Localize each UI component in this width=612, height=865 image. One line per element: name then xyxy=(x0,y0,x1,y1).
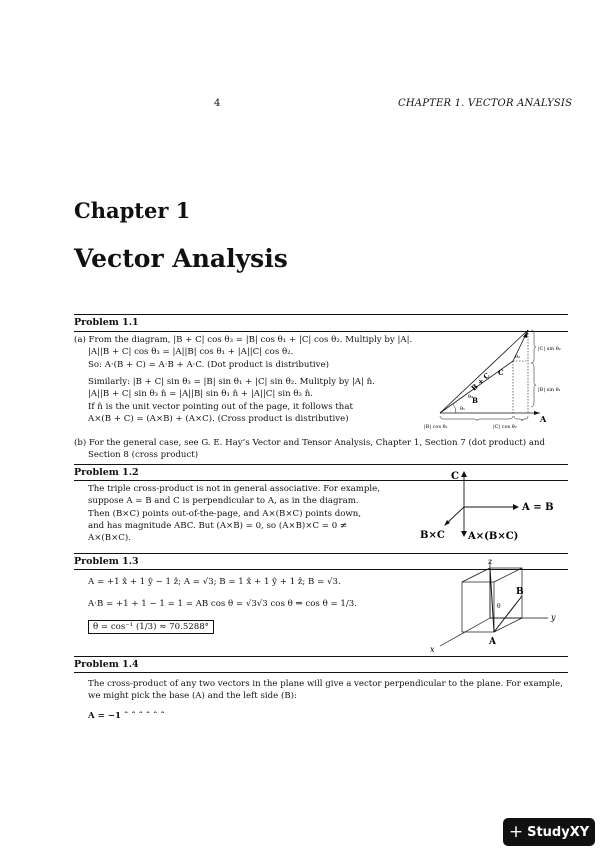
text-line: A×(B + C) = (A×B) + (A×C). (Cross product is distributive) xyxy=(88,413,349,424)
axis-label-z: z xyxy=(488,557,493,566)
text-line: suppose A = B and C is perpendicular to A, as in the diagram. xyxy=(88,496,359,507)
label-theta3: θ₃ xyxy=(468,394,474,400)
problem-1-1-part-b xyxy=(74,437,545,462)
boxed-result: θ = cos⁻¹ (1/3) ≈ 70.5288° xyxy=(88,620,214,634)
problem-top-rule xyxy=(74,314,568,315)
problem-1-4-title: Problem 1.4 xyxy=(74,659,139,670)
arrowhead xyxy=(461,471,467,477)
label-b: B xyxy=(516,587,524,597)
chapter-title: Vector Analysis xyxy=(74,244,288,273)
label-c: C xyxy=(451,471,459,482)
vector-a-arrow xyxy=(490,568,494,632)
problem-1-1-similarly xyxy=(88,376,375,425)
label-a-cross-bxc: A×(B×C) xyxy=(468,531,519,542)
label-c-cos-theta2: |C| cos θ₂ xyxy=(493,424,517,430)
vector-b-cross-c-arrow xyxy=(446,507,464,524)
page-number: 4 xyxy=(214,98,221,109)
text-line: Similarly: |B + C| sin θ₃ = |B| sin θ₁ + |C| sin θ₂. Mulitply by |A| n̂. xyxy=(88,377,375,387)
problem-1-4-line-2: we might pick the base (A) and the left side (B): xyxy=(88,691,297,701)
text-line: Section 8 (cross product) xyxy=(88,450,199,461)
label-b: B xyxy=(472,396,478,405)
brace xyxy=(531,363,536,407)
text-line: So: A·(B + C) = A·B + A·C. (Dot product is distributive) xyxy=(88,359,329,370)
angle-arc xyxy=(453,404,456,413)
text-line: |A||B + C| sin θ₃ n̂ = |A||B| sin θ₁ n̂ + |A||C| sin θ₂ n̂. xyxy=(88,389,313,400)
brace xyxy=(531,330,536,363)
cube-edge xyxy=(462,568,490,582)
label-a: A xyxy=(540,414,547,424)
studyxy-logo[interactable] xyxy=(503,818,595,846)
problem-1-3-line-2: A·B = +1 + 1 − 1 = 1 = AB cos θ = √3√3 cos θ ⇒ cos θ = 1/3. xyxy=(88,599,357,609)
problem-1-3-title: Problem 1.3 xyxy=(74,556,139,567)
problem-rule xyxy=(74,672,568,673)
cube-edge xyxy=(494,568,522,582)
problem-1-4-line-1: The cross-product of any two vectors in the plane will give a vector perpendicular to the plane. For example, xyxy=(88,679,563,689)
brace xyxy=(440,416,513,421)
logo-xy-text: XY xyxy=(569,824,590,840)
cube-diagram xyxy=(418,556,570,656)
label-c-sin-theta2: |C| sin θ₂ xyxy=(538,346,561,352)
problem-1-1-title: Problem 1.1 xyxy=(74,317,139,328)
problem-1-2-title: Problem 1.2 xyxy=(74,467,139,478)
text-line: (b) For the general case, see G. E. Hay’s Vector and Tensor Analysis, Chapter 1, Section 7 (dot product) and xyxy=(74,438,545,448)
cube-edge xyxy=(494,618,522,632)
label-theta: θ xyxy=(497,603,501,610)
label-a: A xyxy=(489,637,496,647)
label-c: C xyxy=(498,368,504,377)
text-line: and has magnitude ABC. But (A×B) = 0, so (A×B)×C = 0 ≠ xyxy=(88,520,348,531)
text-line: The triple cross-product is not in general associative. For example, xyxy=(88,484,381,494)
vector-b-arrow xyxy=(494,596,522,632)
label-b-cross-c: B×C xyxy=(420,530,445,541)
brace xyxy=(514,416,528,421)
label-b-cos-theta1: |B| cos θ₁ xyxy=(424,424,448,430)
problem-top-rule xyxy=(74,553,568,554)
label-b-sin-theta1: |B| sin θ₁ xyxy=(538,387,561,393)
axis-label-x: x xyxy=(430,645,435,654)
text-line: If n̂ is the unit vector pointing out of the page, it follows that xyxy=(88,401,353,412)
label-theta1: θ₁ xyxy=(460,406,466,412)
plus-icon: + xyxy=(508,822,524,842)
axis-label-y: y xyxy=(551,613,556,622)
label-a-eq-b: A = B xyxy=(522,502,554,513)
problem-1-1-part-a xyxy=(74,334,412,371)
vector-sum-diagram xyxy=(418,318,570,436)
label-b-plus-c: B + C xyxy=(469,370,492,393)
problem-1-2-text xyxy=(88,483,380,544)
running-title: CHAPTER 1. VECTOR ANALYSIS xyxy=(398,98,573,109)
problem-top-rule xyxy=(74,656,568,657)
triple-cross-diagram xyxy=(418,464,570,550)
arrowhead xyxy=(513,504,519,510)
arrowhead xyxy=(461,531,467,537)
text-line: A×(B×C). xyxy=(88,533,131,544)
problem-1-4-line-3: A = −1 ˆ ˆ ˆ ˆ ˆ ˆ xyxy=(88,711,165,721)
logo-study-text: Study xyxy=(527,824,570,840)
text-line: |A||B + C| cos θ₃ = |A||B| cos θ₁ + |A||C| cos θ₂. xyxy=(88,347,294,358)
text-line: (a) From the diagram, |B + C| cos θ₃ = |B| cos θ₁ + |C| cos θ₂. Multiply by |A|. xyxy=(74,335,413,345)
text-line: Then (B×C) points out-of-the-page, and A×(B×C) points down, xyxy=(88,508,362,519)
chapter-label: Chapter 1 xyxy=(74,198,191,223)
problem-1-3-line-1: A = +1 x̂ + 1 ŷ − 1 ẑ; A = √3; B = 1 x̂ + 1 ŷ + 1 ẑ; B = √3. xyxy=(88,577,341,587)
label-theta2: θ₂ xyxy=(515,354,521,360)
